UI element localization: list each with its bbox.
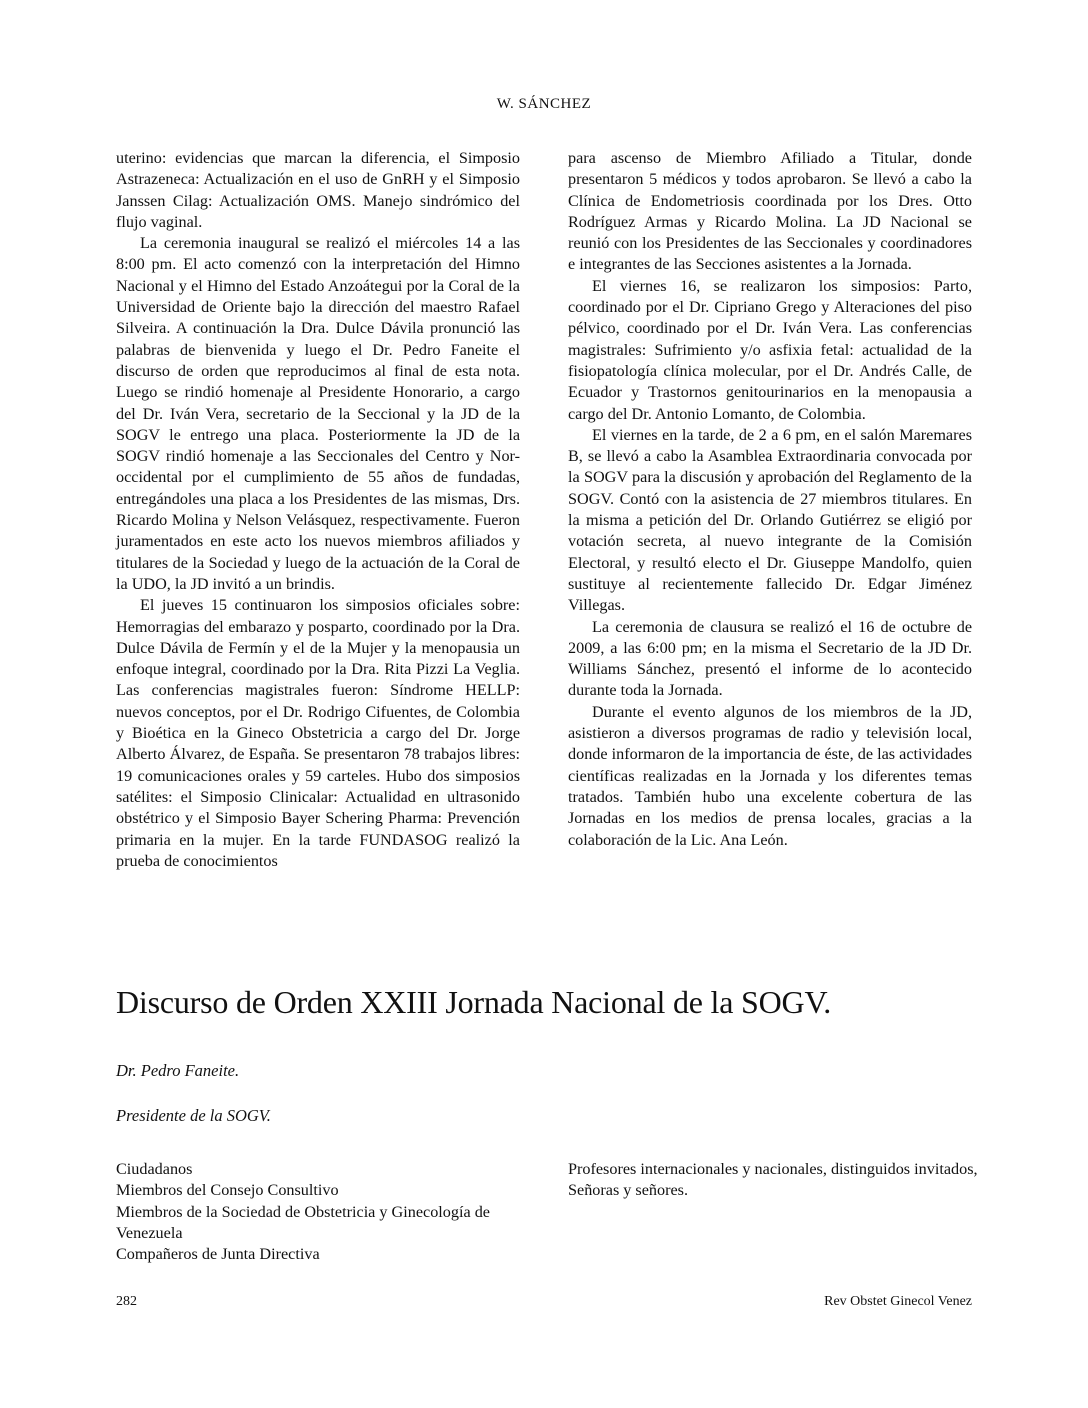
salutation-line: Profesores internacionales y nacionales, distinguidos invitados, (568, 1160, 978, 1178)
author-name: Dr. Pedro Faneite. (116, 1061, 240, 1080)
salutation-right (568, 1159, 988, 1202)
section-title: Discurso de Orden XXIII Jornada Nacional de la SOGV. (116, 984, 832, 1020)
salutation-line: Compañeros de Junta Directiva (116, 1245, 320, 1264)
salutation-line: Miembros de la Sociedad de Obstetricia y Ginecología de Venezuela (116, 1202, 490, 1242)
running-head: W. SÁNCHEZ (496, 96, 592, 112)
right-paragraph-1: para ascenso de Miembro Afiliado a Titular, donde presentaron 5 médicos y todos aprobaron. Se llevó a cabo la Clínica de Endometriosis coordinada por los Dres. Otto Rodríguez Armas y Ricardo Molina. La JD Nacional se reunió con los Presidentes de las Seccionales y coordinadores e integrantes de las Secciones asistentes a la Jornada. (568, 149, 972, 274)
page-number: 282 (116, 1294, 137, 1309)
journal-name: Rev Obstet Ginecol Venez (824, 1294, 972, 1309)
salutation-line: Señoras y señores. (568, 1181, 689, 1200)
right-paragraph-5: Durante el evento algunos de los miembros de la JD, asistieron a diversos programas de radio y televisión local, donde informaron de la importancia de éste, de las actividades científicas realizadas en la Jornada y los diferentes temas tratados. También hubo una excelente cobertura de las Jornadas en los medios de prensa locales, gracias a la colaboración de la Lic. Ana León. (568, 702, 972, 849)
right-paragraph-3: El viernes en la tarde, de 2 a 6 pm, en el salón Maremares B, se llevó a cabo la Asamblea Extraordinaria convocada por la SOGV para la discusión y aprobación del Reglamento de la SOGV. Contó con la asistencia de 27 miembros titulares. En la misma a petición del Dr. Orlando Gutiérrez se eligió por votación secreta, al nuevo integrante de la Comisión Electoral, y resultó electo el Dr. Giuseppe Mandolfo, quien sustituye al recientemente fallecido Dr. Edgar Jiménez Villegas. (568, 425, 972, 615)
salutation-line: Miembros del Consejo Consultivo (116, 1181, 339, 1200)
salutation-left (116, 1159, 536, 1265)
right-paragraph-2: El viernes 16, se realizaron los simposios: Parto, coordinado por el Dr. Cipriano Grego y Alteraciones del piso pélvico, coordinado por el Dr. Iván Vera. Las conferencias magistrales: Sufrimiento y/o asfixia fetal: actualidad de la fisiopatología clínica molecular, por el Dr. Andrés Calle, de Ecuador y Trastornos genitourinarios en la menopausia a cargo del Dr. Antonio Lomanto, de Colombia. (568, 276, 972, 423)
left-paragraph-1: uterino: evidencias que marcan la diferencia, el Simposio Astrazeneca: Actualización en el uso de GnRH y el Simposio Janssen Cilag: Actualización OMS. Manejo sindrómico del flujo vaginal. (116, 149, 520, 231)
left-paragraph-3: El jueves 15 continuaron los simposios oficiales sobre: Hemorragias del embarazo y posparto, coordinado por la Dra. Dulce Dávila de Fermín y el de la Mujer y la menopausia un enfoque integral, coordinado por la Dra. Rita Pizzi La Veglia. Las conferencias magistrales fueron: Síndrome HELLP: nuevos conceptos, por el Dr. Rodrigo Cifuentes, de Colombia y Bioética en la Gineco Obstetricia a cargo del Dr. Jorge Alberto Álvarez, de España. Se presentaron 78 trabajos libres: 19 comunicaciones orales y 59 carteles. Hubo dos simposios satélites: el Simposio Clinicalar: Actualidad en ultrasonido obstétrico y el Simposio Bayer Schering Pharma: Prevención primaria en la mujer. En la tarde FUNDASOG realizó la prueba de conocimientos (116, 596, 520, 870)
right-paragraph-4: La ceremonia de clausura se realizó el 16 de octubre de 2009, a las 6:00 pm; en la misma el Secretario de la JD Dr. Williams Sánchez, presentó el informe de lo acontecido durante toda la Jornada. (568, 617, 972, 700)
left-paragraph-2: La ceremonia inaugural se realizó el miércoles 14 a las 8:00 pm. El acto comenzó con la interpretación del Himno Nacional y el Himno del Estado Anzoátegui por la Coral de la Universidad de Oriente bajo la dirección del maestro Rafael Silveira. A continuación la Dra. Dulce Dávila pronunció las palabras de bienvenida y luego el Dr. Pedro Faneite el discurso de orden que reproducimos al final de esta nota. Luego se rindió homenaje al Presidente Honorario, a cargo del Dr. Iván Vera, secretario de la Seccional y la JD de la SOGV le entrego una placa. Posteriormente la JD de la SOGV rindió homenaje a las Seccionales del Centro y Nor-occidental por el cumplimiento de 55 años de fundadas, entregándoles una placa a los Presidentes de las mismas, Drs. Ricardo Molina y Nelson Velásquez, respectivamente. Fueron juramentados en este acto los nuevos miembros afiliados y titulares de la Sociedad y luego de la actuación de la Coral de la UDO, la JD invitó a un brindis. (116, 234, 520, 593)
right-column (568, 148, 972, 851)
salutation-line: Ciudadanos (116, 1160, 193, 1178)
author-role: Presidente de la SOGV. (116, 1106, 271, 1125)
left-column (116, 148, 520, 872)
